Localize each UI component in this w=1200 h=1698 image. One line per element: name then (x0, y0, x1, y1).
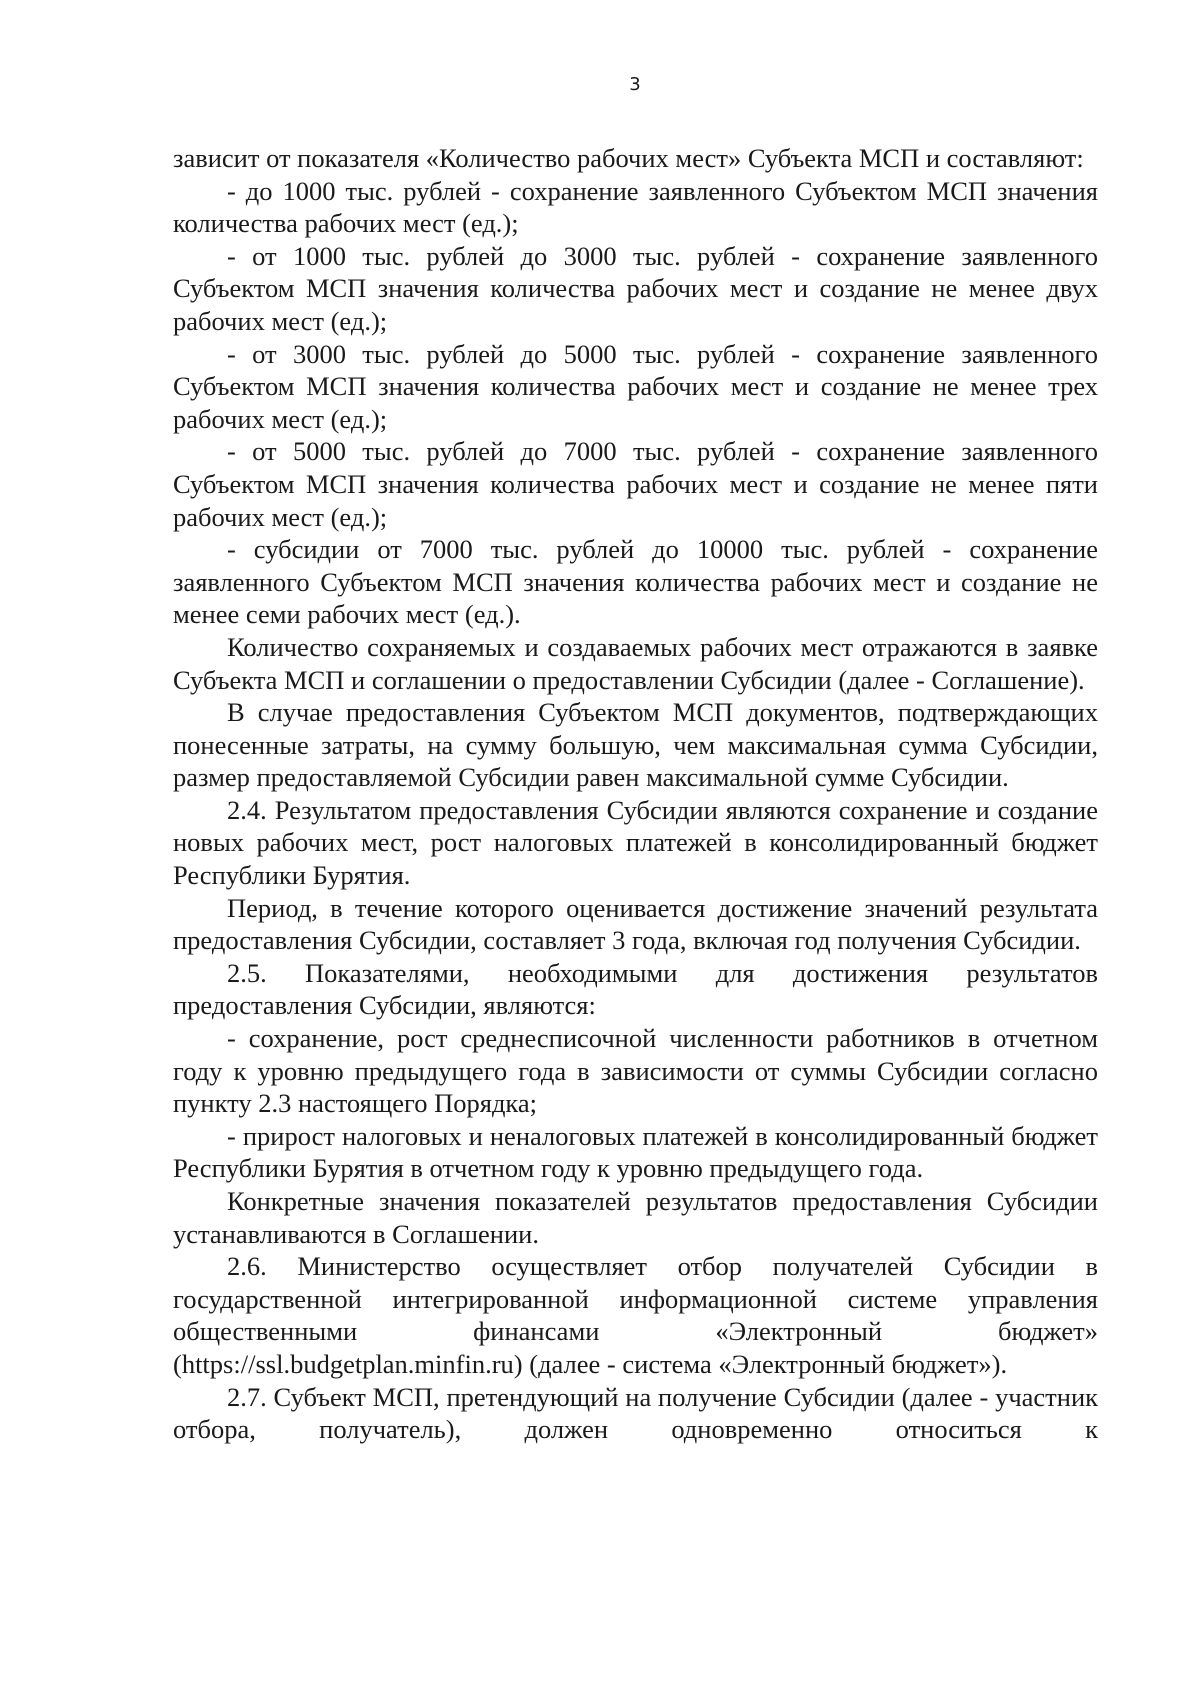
paragraph-indicator-headcount: - сохранение, рост среднесписочной численности работников в отчетном году к уровню предыдущего года в зависимости от суммы Субсидии согласно пункту 2.3 настоящего Порядка; (173, 1023, 1098, 1119)
document-body (173, 142, 1098, 1446)
paragraph-specific-values: Конкретные значения показателей результатов предоставления Субсидии устанавливаются в Соглашении. (173, 1186, 1098, 1249)
paragraph-clause-2-4: 2.4. Результатом предоставления Субсидии являются сохранение и создание новых рабочих мест, рост налоговых платежей в консолидированный бюджет Республики Бурятия. (173, 794, 1098, 891)
paragraph-threshold-3000: - от 1000 тыс. рублей до 3000 тыс. рублей - сохранение заявленного Субъектом МСП значения количества рабочих мест и создание не менее двух рабочих мест (ед.); (173, 240, 1098, 336)
paragraph-continuation: зависит от показателя «Количество рабочих мест» Субъекта МСП и составляют: (173, 143, 1084, 173)
paragraph-jobs-agreement: Количество сохраняемых и создаваемых рабочих мест отражаются в заявке Субъекта МСП и соглашении о предоставлении Субсидии (далее - Соглашение). (173, 631, 1098, 695)
paragraph-threshold-1000: - до 1000 тыс. рублей - сохранение заявленного Субъектом МСП значения количества рабочих мест (ед.); (173, 175, 1098, 239)
paragraph-threshold-7000: - от 5000 тыс. рублей до 7000 тыс. рублей - сохранение заявленного Субъектом МСП значения количества рабочих мест и создание не менее пяти рабочих мест (ед.); (173, 436, 1098, 532)
paragraph-clause-2-6: 2.6. Министерство осуществляет отбор получателей Субсидии в государственной интегрированной информационной системе управления общественными финансами «Электронный бюджет» (https://ssl.budgetplan.minfin.ru) (далее - система «Электронный бюджет»). (173, 1251, 1098, 1379)
paragraph-indicator-tax: - прирост налоговых и неналоговых платежей в консолидированный бюджет Республики Бурятия в отчетном году к уровню предыдущего года. (173, 1120, 1098, 1184)
paragraph-evaluation-period: Период, в течение которого оценивается достижение значений результата предоставления Субсидии, составляет 3 года, включая год получения Субсидии. (173, 892, 1098, 956)
paragraph-max-subsidy: В случае предоставления Субъектом МСП документов, подтверждающих понесенные затраты, на сумму большую, чем максимальная сумма Субсидии, размер предоставляемой Субсидии равен максимальной сумме Субсидии. (173, 697, 1098, 793)
paragraph-threshold-10000: - субсидии от 7000 тыс. рублей до 10000 тыс. рублей - сохранение заявленного Субъектом МСП значения количества рабочих мест и создание не менее семи рабочих мест (ед.). (173, 534, 1098, 630)
page-number: 3 (629, 74, 641, 95)
paragraph-threshold-5000: - от 3000 тыс. рублей до 5000 тыс. рублей - сохранение заявленного Субъектом МСП значения количества рабочих мест и создание не менее трех рабочих мест (ед.); (173, 338, 1098, 434)
paragraph-clause-2-7: 2.7. Субъект МСП, претендующий на получение Субсидии (далее - участник отбора, получатель), должен одновременно относиться к (173, 1381, 1098, 1445)
paragraph-clause-2-5: 2.5. Показателями, необходимыми для достижения результатов предоставления Субсидии, являются: (173, 957, 1098, 1021)
